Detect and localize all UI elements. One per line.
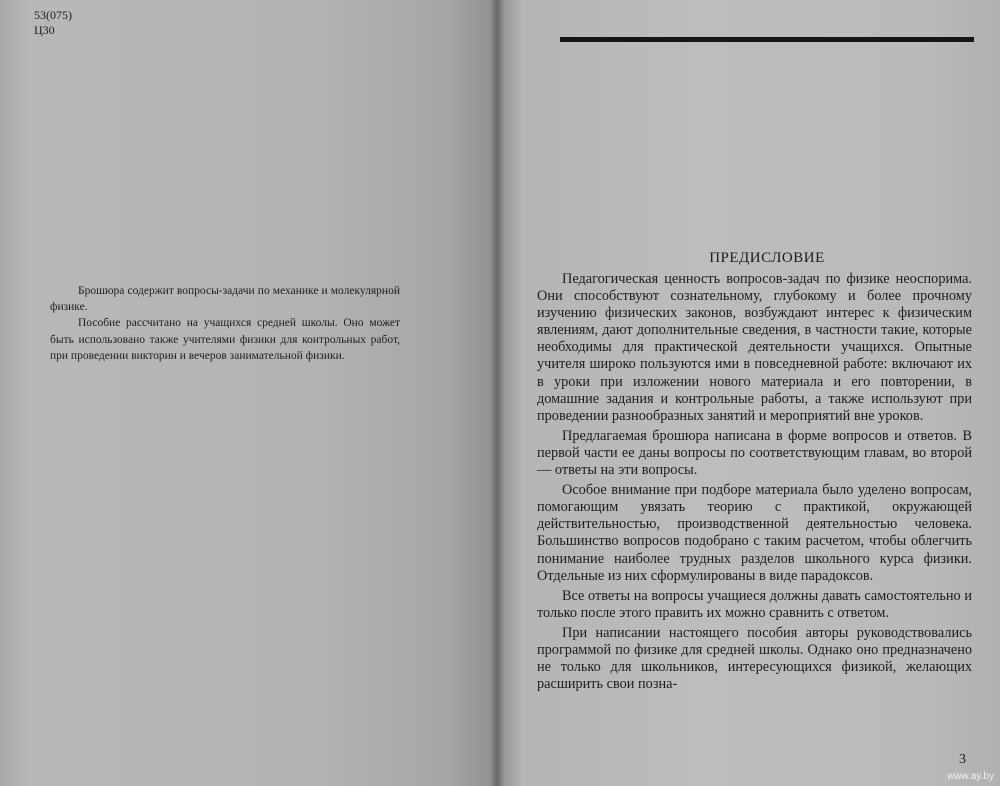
preface-text	[537, 271, 972, 696]
catalog-codes	[34, 8, 72, 38]
annotation	[50, 283, 400, 364]
preface-paragraph: Все ответы на вопросы учащиеся должны давать самостоятельно и только после этого править их можно сравнить с ответом.	[537, 587, 972, 621]
annotation-paragraph: Пособие рассчитано на учащихся средней школы. Оно может быть использовано также учителями физики для контрольных работ, при проведении викторин и вечеров занимательной физики.	[50, 317, 400, 362]
author-mark: Ц30	[34, 23, 55, 37]
preface-paragraph: Педагогическая ценность вопросов-задач по физике неоспорима. Они способствуют сознательному, глубокому и более прочному изучению физических законов, возбуждают интерес к физическим явлениям, дают дополнительные сведения, в частности такие, которые необходимы для практической деятельности учащихся. Опытные учителя широко пользуются ими в повседневной работе: включают их в уроки при изложении нового материала и его повторении, в домашние задания и контрольные работы, а также используют при проведении разнообразных занятий и мероприятий вне уроков.	[537, 271, 972, 424]
preface-paragraph: Предлагаемая брошюра написана в форме вопросов и ответов. В первой части ее даны вопросы по соответствующим главам, во второй — ответы на эти вопросы.	[537, 427, 972, 479]
preface-paragraph: Особое внимание при подборе материала было уделено вопросам, помогающим увязать теорию с практикой, окружающей действительностью, производственной деятельностью человека. Большинство вопросов подобрано с таким расчетом, чтобы облегчить понимание наиболее трудных разделов школьного курса физики. Отдельные из них сформулированы в виде парадоксов.	[537, 482, 972, 584]
annotation-paragraph: Брошюра содержит вопросы-задачи по механике и молекулярной физике.	[50, 285, 400, 314]
udc-code: 53(075)	[34, 8, 72, 22]
section-heading: ПРЕДИСЛОВИЕ	[709, 250, 825, 266]
left-page	[0, 0, 497, 786]
page-number: 3	[959, 752, 966, 767]
preface-paragraph: При написании настоящего пособия авторы руководствовались программой по физике для средней школы. Однако оно предназначено не только для школьников, интересующихся физикой, желающих расширить свои позна-	[537, 624, 972, 693]
book-gutter	[490, 0, 504, 786]
watermark: www.ay.by	[946, 771, 994, 782]
header-rule	[560, 37, 974, 42]
